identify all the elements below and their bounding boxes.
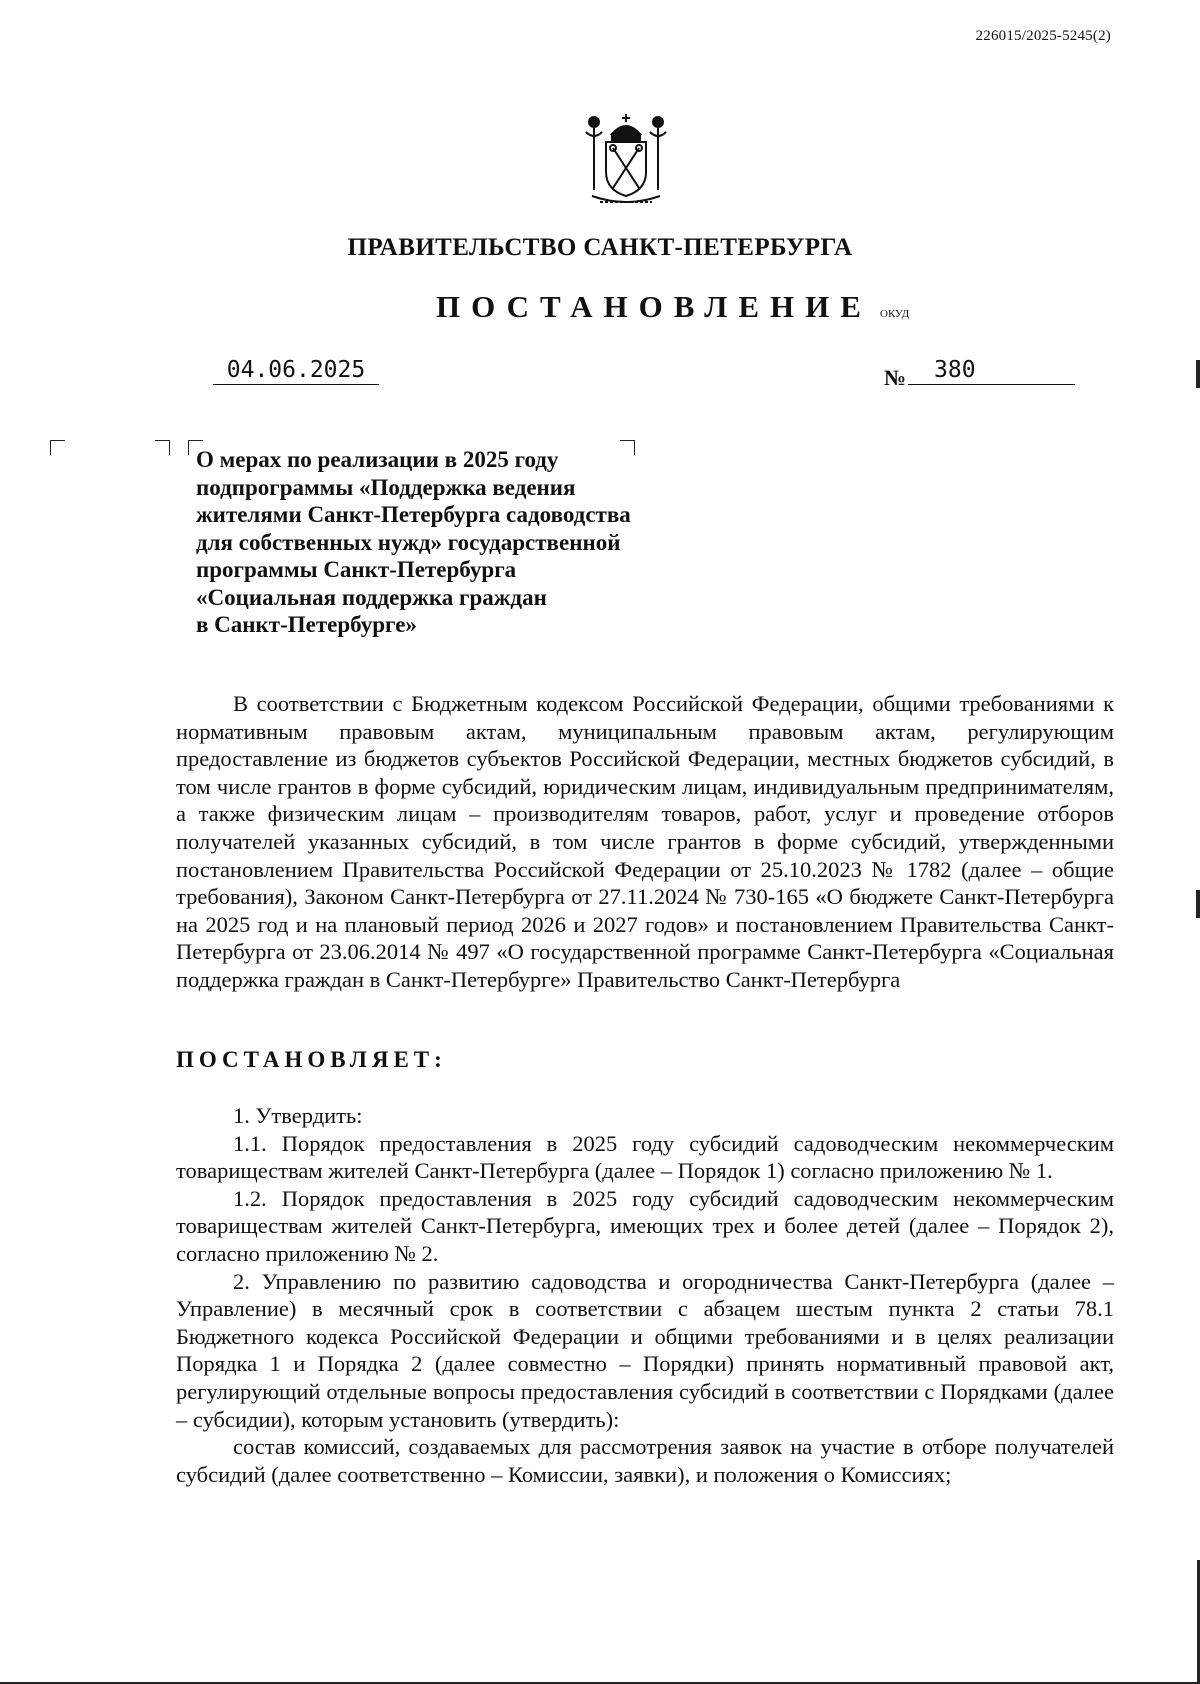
scan-edge-mark xyxy=(1196,890,1200,918)
margin-corner-mark xyxy=(50,440,65,455)
item-2: 2. Управлению по развитию садоводства и огородничества Санкт-Петербурга (далее – Управление) в месячный срок в соответствии с абзацем шестым пункта 2 статьи 78.1 Бюджетного кодекса Российской Федерации и общими требованиями и в целях реализации Порядка 1 и Порядка 2 (далее совместно – Порядки) принять нормативный правовой акт, регулирующий отдельные вопросы предоставления субсидий в соответствии с Порядками (далее – субсидии), которым установить (утвердить): xyxy=(176,1268,1114,1432)
subject-line: в Санкт-Петербурге» xyxy=(196,612,417,637)
government-title: ПРАВИТЕЛЬСТВО САНКТ-ПЕТЕРБУРГА xyxy=(347,234,853,261)
preamble-paragraph: В соответствии с Бюджетным кодексом Российской Федерации, общими требованиями к нормативным правовым актам, муниципальным правовым актам, регулирующим предоставление из бюджетов субъектов Российской Федерации, местных бюджетов субсидий, в том числе грантов в форме субсидий, юридическим лицам, индивидуальным предпринимателям, а также физическим лицам – производителям товаров, работ, услуг и проведение отборов получателей указанных субсидий, в том числе грантов в форме субсидий, утвержденными постановлением Правительства Российской Федерации от 25.10.2023 № 1782 (далее – общие требования), Законом Санкт-Петербурга от 27.11.2024 № 730-165 «О бюджете Санкт-Петербурга на 2025 год и на плановый период 2026 и 2027 годов» и постановлением Правительства Санкт-Петербурга от 23.06.2014 № 497 «О государственной программе Санкт-Петербурга «Социальная поддержка граждан в Санкт-Петербурге» Правительство Санкт-Петербурга xyxy=(176,691,1114,992)
subject-line: для собственных нужд» государственной xyxy=(196,529,621,555)
item-2-subitem: состав комиссий, создаваемых для рассмотрения заявок на участие в отборе получателей субсидий (далее соответственно – Комиссии, заявки), и положения о Комиссиях; xyxy=(176,1434,1114,1487)
subject-line: жителями Санкт-Петербурга садоводства xyxy=(196,502,631,527)
document-number: 380 xyxy=(908,357,1075,385)
subject-line: «Социальная поддержка граждан xyxy=(196,584,547,610)
preamble-block xyxy=(176,690,1114,994)
okud-label: ОКУД xyxy=(880,308,910,320)
item-1: 1. Утвердить: xyxy=(233,1103,363,1128)
number-sign: № xyxy=(884,365,907,390)
document-type: ПОСТАНОВЛЕНИЕ xyxy=(436,289,872,324)
registration-number: 226015/2025-5245(2) xyxy=(975,28,1111,44)
subject-line: программы Санкт-Петербурга xyxy=(196,557,517,582)
operative-items xyxy=(176,1102,1114,1488)
scan-edge-mark xyxy=(1196,360,1200,388)
decree-heading: ПОСТАНОВЛЯЕТ: xyxy=(176,1047,447,1072)
subject-corner-mark xyxy=(155,440,170,455)
document-subject xyxy=(196,446,656,639)
st-petersburg-coat-of-arms-icon xyxy=(576,110,676,210)
document-date: 04.06.2025 xyxy=(213,357,379,385)
subject-line: О мерах по реализации в 2025 году xyxy=(196,447,559,472)
item-1-2: 1.2. Порядок предоставления в 2025 году субсидий садоводческим некоммерческим товариществам жителей Санкт-Петербурга, имеющих трех и более детей (далее – Порядок 2), согласно приложению № 2. xyxy=(176,1185,1114,1266)
item-1-1: 1.1. Порядок предоставления в 2025 году субсидий садоводческим некоммерческим товариществам жителей Санкт-Петербурга (далее – Порядок 1) согласно приложению № 1. xyxy=(176,1130,1114,1184)
subject-line: подпрограммы «Поддержка ведения xyxy=(196,474,576,500)
